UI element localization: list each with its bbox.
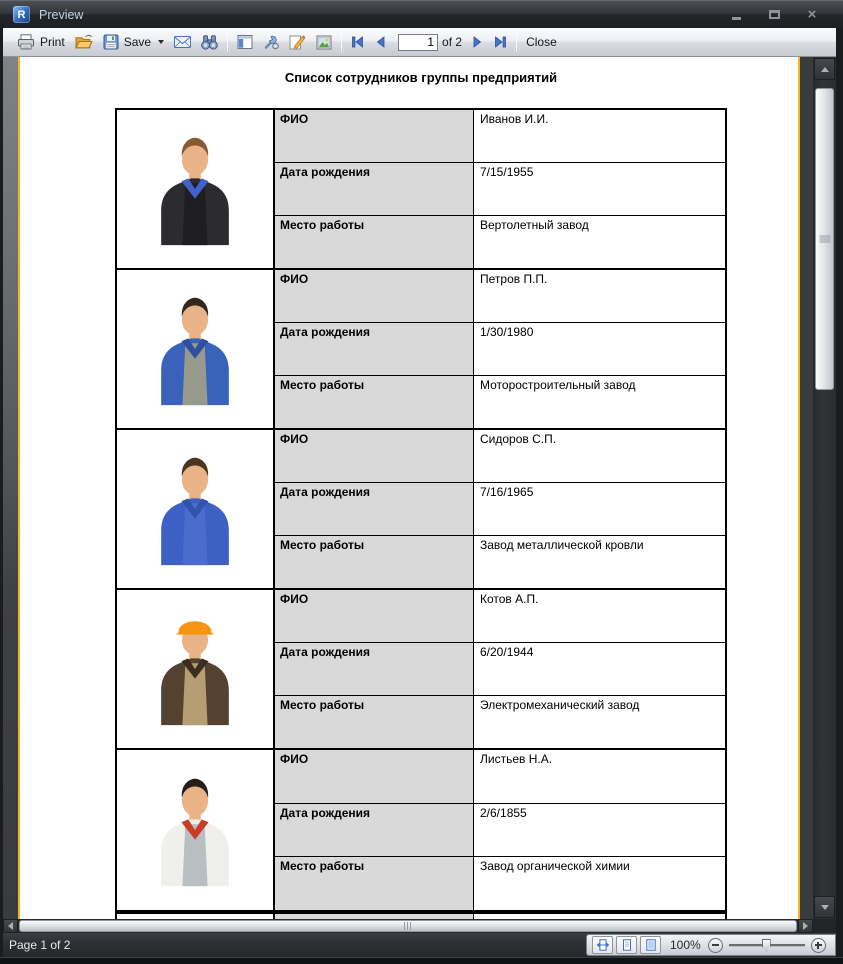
email-icon — [174, 36, 191, 48]
employee-row-partial — [115, 912, 727, 919]
toolbar — [3, 28, 836, 57]
field-label-workplace: Место работы — [275, 376, 474, 428]
zoom-out-button[interactable] — [708, 938, 723, 953]
employee-row — [117, 270, 725, 430]
employee-photo-cell — [117, 750, 275, 910]
zoom-in-icon — [817, 942, 819, 949]
field-label-name: ФИО — [275, 270, 474, 322]
zoom-value: 100% — [670, 938, 701, 952]
horizontal-scroll-thumb[interactable] — [19, 920, 797, 932]
fit-page-width-button[interactable] — [592, 936, 613, 954]
field-row-birthdate — [275, 163, 725, 216]
edit-page-button[interactable] — [284, 31, 311, 53]
employee-photo — [146, 131, 244, 247]
field-value-workplace: Завод металлической кровли — [480, 538, 644, 552]
next-page-button[interactable] — [466, 33, 489, 51]
whole-page-icon — [644, 939, 658, 951]
zoom-in-button[interactable] — [811, 938, 826, 953]
toolbar-separator — [341, 32, 342, 52]
employee-photo — [146, 772, 244, 888]
close-window-button[interactable] — [793, 4, 831, 26]
field-label-workplace: Место работы — [275, 536, 474, 588]
employee-photo — [146, 451, 244, 567]
prev-page-icon — [374, 36, 387, 48]
zoom-out-icon — [712, 944, 719, 946]
field-value-birthdate: 7/16/1965 — [480, 485, 534, 499]
arrow-up-icon — [821, 67, 829, 72]
next-page-icon — [471, 36, 484, 48]
status-bar — [3, 933, 836, 957]
window-title: Preview — [39, 7, 84, 22]
zoom-panel — [586, 934, 836, 956]
field-row-workplace — [275, 376, 725, 428]
zoom-slider[interactable] — [729, 944, 805, 947]
close-label: Close — [526, 35, 557, 49]
print-label: Print — [40, 35, 65, 49]
scroll-right-button[interactable] — [798, 919, 813, 933]
field-value-workplace: Вертолетный завод — [480, 218, 589, 232]
scroll-up-button[interactable] — [814, 58, 835, 80]
field-value-birthdate: 1/30/1980 — [480, 325, 534, 339]
last-page-button[interactable] — [489, 33, 512, 51]
employee-fields — [275, 270, 725, 428]
save-icon — [103, 34, 119, 50]
employee-fields — [275, 590, 725, 748]
field-label-workplace: Место работы — [275, 696, 474, 748]
scroll-left-button[interactable] — [3, 919, 18, 933]
employee-photo-cell — [117, 590, 275, 748]
toolbar-separator — [516, 32, 517, 52]
field-label-name: ФИО — [275, 110, 474, 162]
scrollbar-corner — [813, 919, 836, 933]
field-label-birthdate: Дата рождения — [275, 804, 474, 857]
employee-row — [117, 430, 725, 590]
field-label-workplace: Место работы — [275, 216, 474, 268]
field-label-name: ФИО — [275, 430, 474, 482]
whole-page-button[interactable] — [640, 936, 661, 954]
report-page — [20, 57, 798, 919]
zoom-slider-thumb[interactable] — [762, 939, 771, 952]
arrow-left-icon — [8, 922, 13, 930]
one-page-button[interactable] — [616, 936, 637, 954]
find-binoculars-icon — [201, 35, 218, 50]
field-label-birthdate: Дата рождения — [275, 643, 474, 695]
open-folder-icon — [75, 34, 93, 50]
page-count-label: of 2 — [442, 35, 463, 49]
save-button[interactable] — [98, 31, 169, 53]
edit-page-pencil-icon — [289, 34, 306, 50]
document-viewport — [3, 57, 813, 919]
email-button[interactable] — [169, 33, 196, 51]
field-label-birthdate: Дата рождения — [275, 163, 474, 215]
print-button[interactable] — [12, 31, 70, 53]
field-value-workplace: Электромеханический завод — [480, 698, 640, 712]
field-value-birthdate: 6/20/1944 — [480, 645, 534, 659]
printer-icon — [17, 34, 35, 50]
prev-page-button[interactable] — [369, 33, 392, 51]
employee-photo-cell — [117, 430, 275, 588]
field-row-workplace — [275, 696, 725, 748]
toolbar-separator — [227, 32, 228, 52]
report-title: Список сотрудников группы предприятий — [284, 70, 558, 85]
employee-row — [117, 750, 725, 910]
field-value-birthdate: 7/15/1955 — [480, 165, 534, 179]
fit-page-width-icon — [596, 939, 610, 951]
vertical-scrollbar[interactable] — [813, 57, 836, 919]
window-bottom-frame — [0, 957, 843, 964]
field-row-name — [275, 110, 725, 163]
maximize-button[interactable] — [755, 4, 793, 26]
minimize-button[interactable] — [717, 4, 755, 26]
field-value-birthdate: 2/6/1855 — [480, 805, 527, 820]
employee-row — [117, 590, 725, 750]
left-gutter — [3, 57, 18, 919]
arrow-down-icon — [821, 905, 829, 910]
first-page-icon — [351, 36, 364, 48]
field-row-birthdate — [275, 643, 725, 696]
save-dropdown-caret-icon — [158, 40, 164, 44]
close-icon: × — [807, 6, 817, 23]
vertical-scroll-thumb[interactable] — [815, 88, 834, 390]
picture-button[interactable] — [311, 32, 337, 53]
page-accent-right — [798, 57, 800, 919]
close-preview-button[interactable] — [521, 32, 562, 52]
app-logo-icon: R — [13, 6, 30, 23]
field-label-name: ФИО — [275, 590, 474, 642]
one-page-icon — [620, 939, 634, 951]
last-page-icon — [494, 36, 507, 48]
field-value-name: Иванов И.И. — [480, 112, 549, 126]
field-value-name: Листьев Н.А. — [480, 752, 553, 766]
field-label-workplace: Место работы — [275, 857, 474, 910]
employee-photo-cell — [117, 270, 275, 428]
first-page-button[interactable] — [346, 33, 369, 51]
title-bar — [0, 0, 843, 28]
employee-photo-cell — [117, 110, 275, 268]
arrow-right-icon — [803, 922, 808, 930]
watermark-button[interactable] — [258, 31, 284, 53]
horizontal-scrollbar[interactable] — [3, 919, 813, 933]
field-label-birthdate: Дата рождения — [275, 323, 474, 375]
field-row-workplace — [275, 857, 725, 910]
open-button[interactable] — [70, 31, 98, 53]
field-label-name: ФИО — [275, 750, 474, 803]
page-setup-button[interactable] — [232, 31, 258, 53]
field-row-name — [275, 430, 725, 483]
watermark-wrench-icon — [263, 34, 279, 50]
employee-photo — [146, 611, 244, 727]
field-value-name: Сидоров С.П. — [480, 432, 557, 446]
field-row-birthdate — [275, 804, 725, 858]
save-label: Save — [123, 35, 152, 49]
employee-table — [115, 108, 727, 912]
field-row-birthdate — [275, 323, 725, 376]
field-value-name: Котов А.П. — [480, 592, 539, 606]
field-row-name — [275, 750, 725, 804]
field-value-name: Петров П.П. — [480, 272, 548, 286]
field-value-workplace: Завод органической химии — [480, 859, 630, 874]
maximize-icon — [769, 10, 780, 19]
page-number-input[interactable] — [398, 34, 438, 51]
employee-photo — [146, 291, 244, 407]
field-row-workplace — [275, 536, 725, 588]
field-row-name — [275, 590, 725, 643]
field-row-workplace — [275, 216, 725, 268]
picture-icon — [316, 35, 332, 50]
employee-row — [117, 110, 725, 270]
find-button[interactable] — [196, 32, 223, 53]
status-page-label: Page 1 of 2 — [9, 938, 71, 952]
window-controls — [717, 4, 831, 26]
scroll-down-button[interactable] — [814, 896, 835, 918]
employee-fields — [275, 430, 725, 588]
field-label-birthdate: Дата рождения — [275, 483, 474, 535]
field-row-name — [275, 270, 725, 323]
employee-fields — [275, 110, 725, 268]
field-row-birthdate — [275, 483, 725, 536]
employee-fields — [275, 750, 725, 910]
field-value-workplace: Моторостроительный завод — [480, 378, 636, 392]
page-setup-icon — [237, 34, 253, 50]
minimize-icon — [732, 17, 741, 20]
